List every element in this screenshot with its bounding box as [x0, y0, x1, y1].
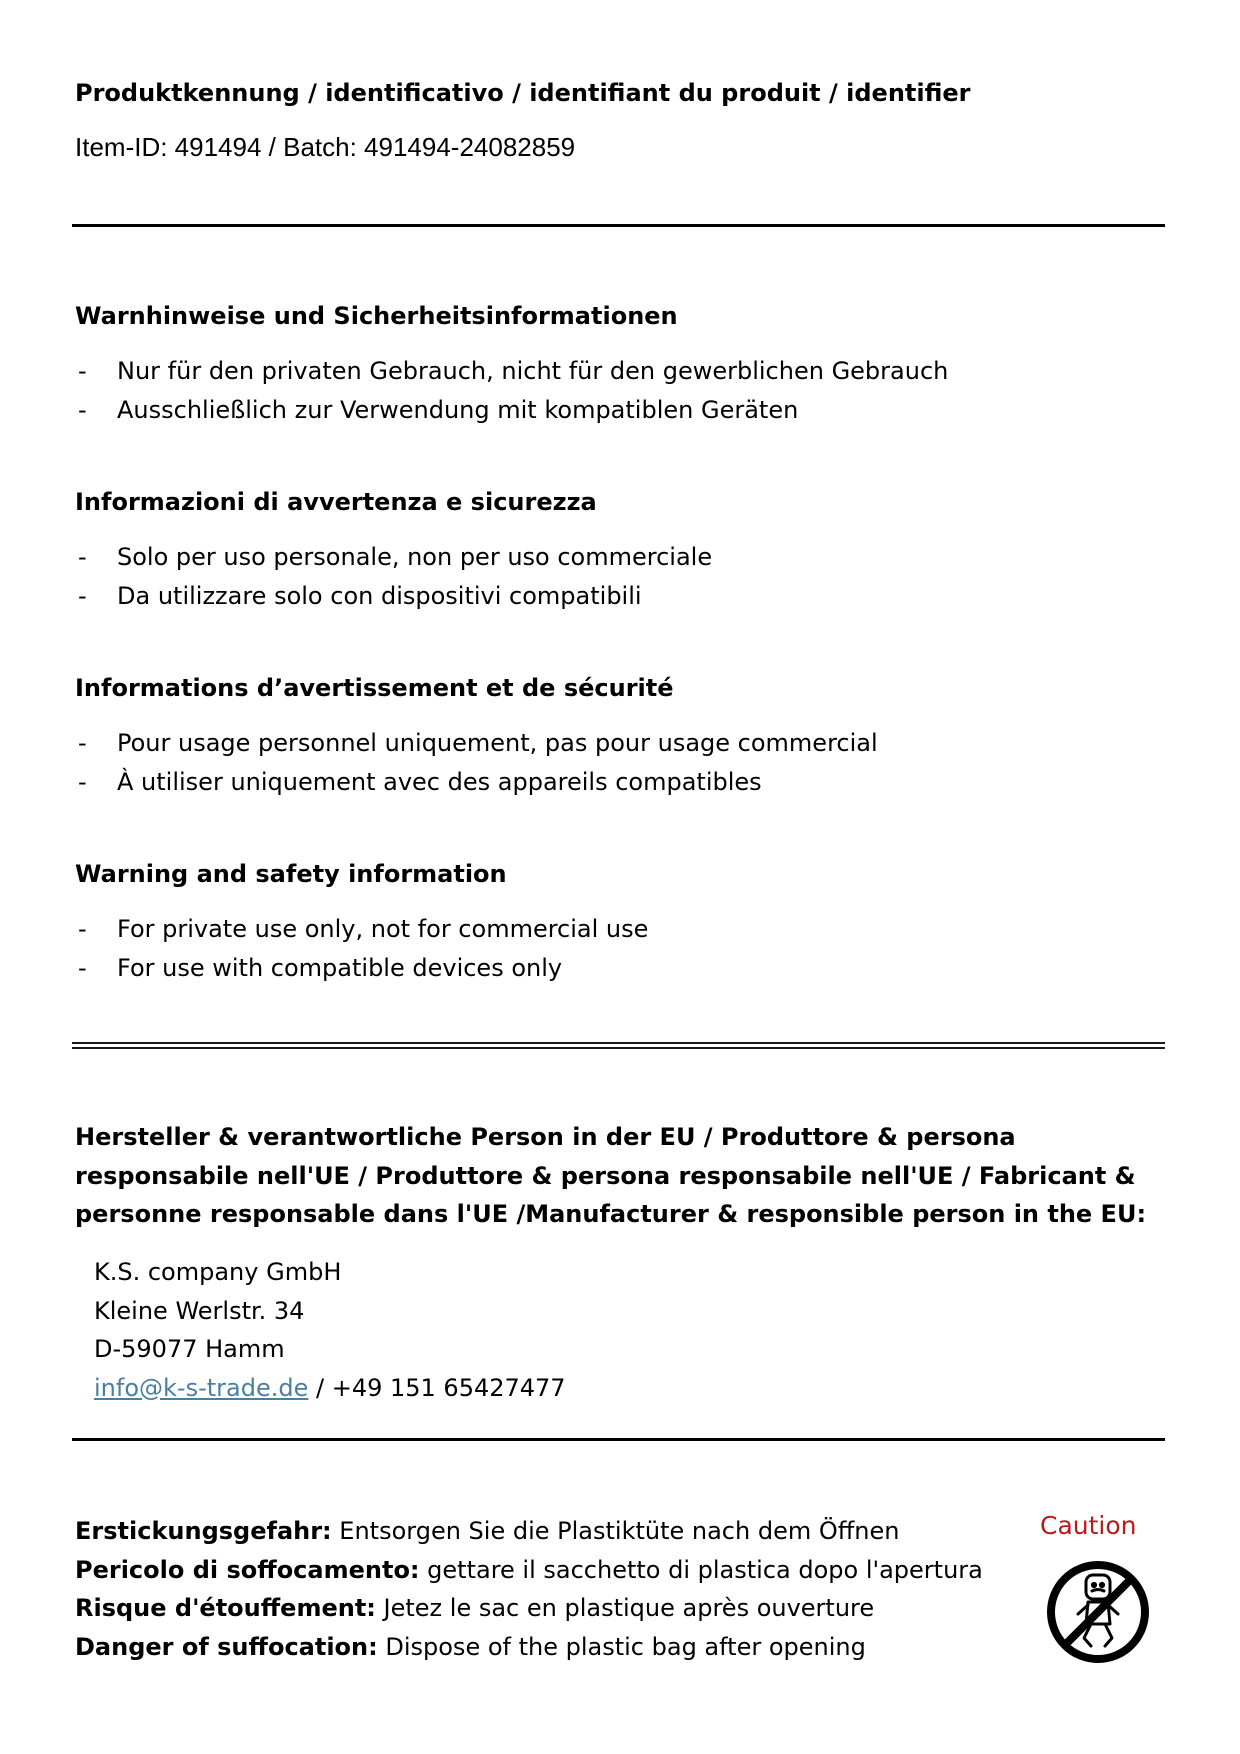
bullet-dash: -	[78, 543, 87, 571]
divider-double	[72, 1042, 1165, 1049]
product-identifier-heading: Produktkennung / identificativo / identifiant du produit / identifier	[75, 79, 971, 107]
list-item-text: For use with compatible devices only	[117, 954, 563, 982]
warning-label: Danger of suffocation:	[75, 1632, 378, 1661]
section-heading-en: Warning and safety information	[75, 860, 507, 888]
warning-line-it	[75, 1551, 983, 1590]
bullet-dash: -	[78, 954, 87, 982]
warning-label: Risque d'étouffement:	[75, 1594, 376, 1622]
bullet-dash: -	[78, 729, 87, 757]
company-name: K.S. company GmbH	[94, 1258, 342, 1286]
list-item-text: Pour usage personnel uniquement, pas pour usage commercial	[117, 729, 878, 757]
list-item-text: Nur für den privaten Gebrauch, nicht für den gewerblichen Gebrauch	[117, 357, 949, 385]
list-item-text: À utiliser uniquement avec des appareils compatibles	[117, 768, 762, 796]
street-address: Kleine Werlstr. 34	[94, 1296, 305, 1325]
bullet-dash: -	[78, 915, 87, 943]
divider-bottom	[72, 1438, 1165, 1441]
warning-text: gettare il sacchetto di plastica dopo l'apertura	[419, 1555, 983, 1584]
list-item-text: Da utilizzare solo con dispositivi compatibili	[117, 582, 642, 610]
bullet-dash: -	[78, 582, 87, 610]
list-item-text: Ausschließlich zur Verwendung mit kompatiblen Geräten	[117, 396, 799, 424]
suffocation-warnings	[75, 1512, 983, 1666]
section-heading-fr: Informations d’avertissement et de sécurité	[75, 674, 674, 702]
warning-label: Pericolo di soffocamento:	[75, 1555, 420, 1584]
warning-line-de	[75, 1512, 983, 1551]
city-address: D-59077 Hamm	[94, 1335, 285, 1363]
warning-text: Jetez le sac en plastique après ouverture	[375, 1594, 875, 1622]
email-link[interactable]: info@k-s-trade.de	[94, 1373, 309, 1402]
caution-label: Caution	[1040, 1511, 1137, 1540]
bullet-dash: -	[78, 357, 87, 385]
warning-line-fr	[75, 1589, 983, 1628]
contact-line	[94, 1369, 566, 1408]
bullet-dash: -	[78, 768, 87, 796]
list-item-text: For private use only, not for commercial use	[117, 915, 649, 943]
warning-line-en	[75, 1628, 983, 1667]
divider-top	[72, 224, 1165, 227]
warning-text: Dispose of the plastic bag after opening	[377, 1632, 866, 1661]
section-heading-it: Informazioni di avvertenza e sicurezza	[75, 488, 597, 516]
list-item-text: Solo per uso personale, non per uso commerciale	[117, 543, 713, 571]
warning-text: Entsorgen Sie die Plastiktüte nach dem Öffnen	[331, 1517, 900, 1545]
warning-label: Erstickungsgefahr:	[75, 1517, 332, 1545]
manufacturer-heading: Hersteller & verantwortliche Person in der EU / Produttore & persona responsabile nell'UE / Produttore & persona responsabile nell'UE / Fabricant & personne responsable dans l'UE /Manufacturer & responsible person in the EU:	[75, 1123, 1147, 1228]
product-identifier-value: Item-ID: 491494 / Batch: 491494-24082859	[75, 132, 576, 162]
phone-number: / +49 151 65427477	[308, 1373, 566, 1402]
bullet-dash: -	[78, 396, 87, 424]
no-plastic-bag-for-children-icon	[1044, 1558, 1152, 1666]
manufacturer-address	[94, 1253, 566, 1407]
section-heading-de: Warnhinweise und Sicherheitsinformationen	[75, 302, 678, 330]
